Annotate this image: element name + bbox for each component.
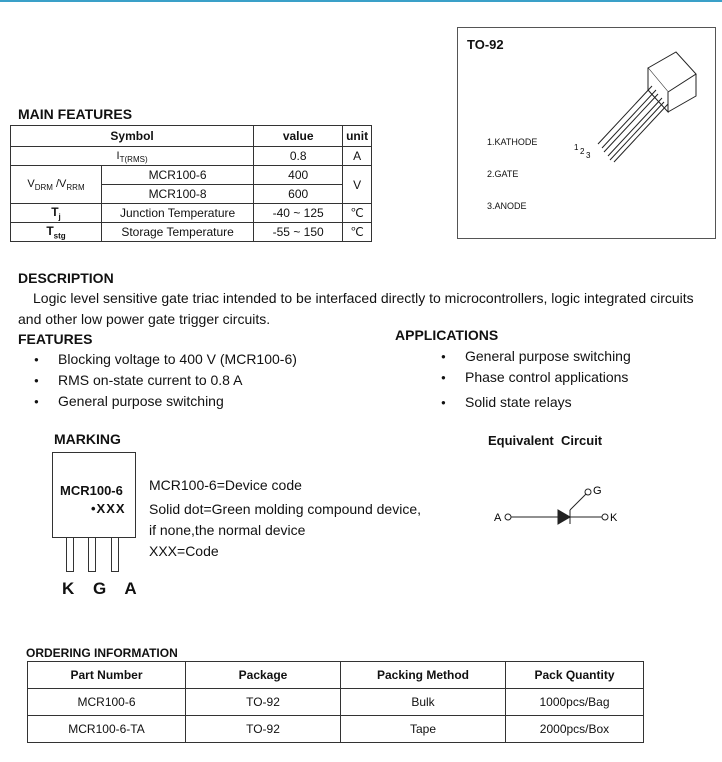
chip-line2: •XXX — [91, 501, 126, 516]
ordering-table — [27, 661, 644, 743]
marking-notes — [149, 475, 421, 562]
note-xxx: XXX=Code — [149, 543, 219, 559]
cell-value: -55 ~ 150 — [254, 223, 343, 242]
top-rule — [0, 0, 722, 2]
chip-line1: MCR100-6 — [60, 483, 123, 498]
list-item: ● General purpose switching — [18, 391, 358, 412]
list-item: ● RMS on-state current to 0.8 A — [18, 370, 358, 391]
features-heading: FEATURES — [18, 331, 93, 347]
applications-heading: APPLICATIONS — [395, 327, 499, 343]
cell-desc: MCR100-6 — [102, 166, 254, 185]
applications-list — [425, 346, 715, 413]
cell-unit: V — [343, 166, 372, 204]
circuit-heading: Equivalent Circuit — [488, 433, 603, 448]
col-unit: unit — [343, 126, 372, 147]
ordering-heading: ORDERING INFORMATION — [26, 646, 178, 660]
note-if-none: if none,the normal device — [149, 522, 306, 538]
cell-part: MCR100-6-TA — [28, 716, 186, 743]
cell-packing: Tape — [341, 716, 506, 743]
cell-value: 400 — [254, 166, 343, 185]
table-header-row — [28, 662, 644, 689]
table-row — [11, 223, 372, 242]
pin2-label: 2.GATE — [487, 169, 519, 179]
package-body — [52, 452, 136, 538]
package-box — [457, 27, 716, 239]
cell-quantity: 2000pcs/Box — [506, 716, 644, 743]
cell-part: MCR100-6 — [28, 689, 186, 716]
pin-letters: K G A — [62, 579, 144, 598]
col-packing-method: Packing Method — [341, 662, 506, 689]
cell-package: TO-92 — [186, 716, 341, 743]
description-heading: DESCRIPTION — [18, 270, 114, 286]
cell-unit: A — [343, 147, 372, 166]
col-symbol: Symbol — [11, 126, 254, 147]
list-item: ● General purpose switching — [425, 346, 715, 367]
col-value: value — [254, 126, 343, 147]
cell-unit: ℃ — [343, 204, 372, 223]
pin1-label: 1.KATHODE — [487, 137, 538, 147]
col-pack-quantity: Pack Quantity — [506, 662, 644, 689]
cell-packing: Bulk — [341, 689, 506, 716]
lead-a — [111, 537, 119, 572]
cell-package: TO-92 — [186, 689, 341, 716]
pin3-label: 3.ANODE — [487, 201, 527, 211]
label-k: K — [610, 512, 618, 524]
cell-value: 0.8 — [254, 147, 343, 166]
col-part-number: Part Number — [28, 662, 186, 689]
list-item: ● Solid state relays — [425, 392, 715, 413]
table-row — [28, 689, 644, 716]
lead-g — [88, 537, 96, 572]
features-list — [18, 349, 358, 412]
cell-desc: Storage Temperature — [102, 223, 254, 242]
cell-value: 600 — [254, 185, 343, 204]
main-features-heading: MAIN FEATURES — [18, 106, 133, 122]
marking-heading: MARKING — [54, 431, 121, 447]
symbol-tj: $T_j$ — [11, 204, 102, 223]
package-title: TO-92 — [467, 37, 504, 52]
symbol-vdrm: $V_{DRM}$ $/V_{RRM}$ — [11, 166, 102, 204]
table-row — [11, 204, 372, 223]
lead-k — [66, 537, 74, 572]
col-package: Package — [186, 662, 341, 689]
description-line1: Logic level sensitive gate triac intended to be interfaced directly to microcontrollers, logic integrated circuits — [33, 290, 694, 306]
table-header-row — [11, 126, 372, 147]
list-item: ● Blocking voltage to 400 V (MCR100-6) — [18, 349, 358, 370]
note-solid-dot: Solid dot=Green molding compound device, — [149, 501, 422, 517]
cell-quantity: 1000pcs/Bag — [506, 689, 644, 716]
cell-value: -40 ~ 125 — [254, 204, 343, 223]
main-features-table — [10, 125, 372, 242]
svg-text:3: 3 — [586, 151, 591, 160]
label-a: A — [494, 512, 502, 524]
circuit-diagram — [490, 478, 630, 538]
svg-text:2: 2 — [580, 147, 585, 156]
label-g: G — [593, 485, 602, 497]
pin-numbers: 1 — [574, 143, 579, 152]
list-item: ● Phase control applications — [425, 367, 715, 388]
to92-drawing — [568, 46, 708, 166]
symbol-tstg: $T_{stg}$ — [11, 223, 102, 242]
description-line2: and other low power gate trigger circuits. — [18, 311, 271, 327]
table-row — [11, 166, 372, 185]
table-row — [11, 147, 372, 166]
cell-desc: Junction Temperature — [102, 204, 254, 223]
table-row — [28, 716, 644, 743]
symbol-it: $I_{T(RMS)}$ — [11, 147, 254, 166]
note-device-code: MCR100-6=Device code — [149, 477, 302, 493]
cell-unit: ℃ — [343, 223, 372, 242]
cell-desc: MCR100-8 — [102, 185, 254, 204]
